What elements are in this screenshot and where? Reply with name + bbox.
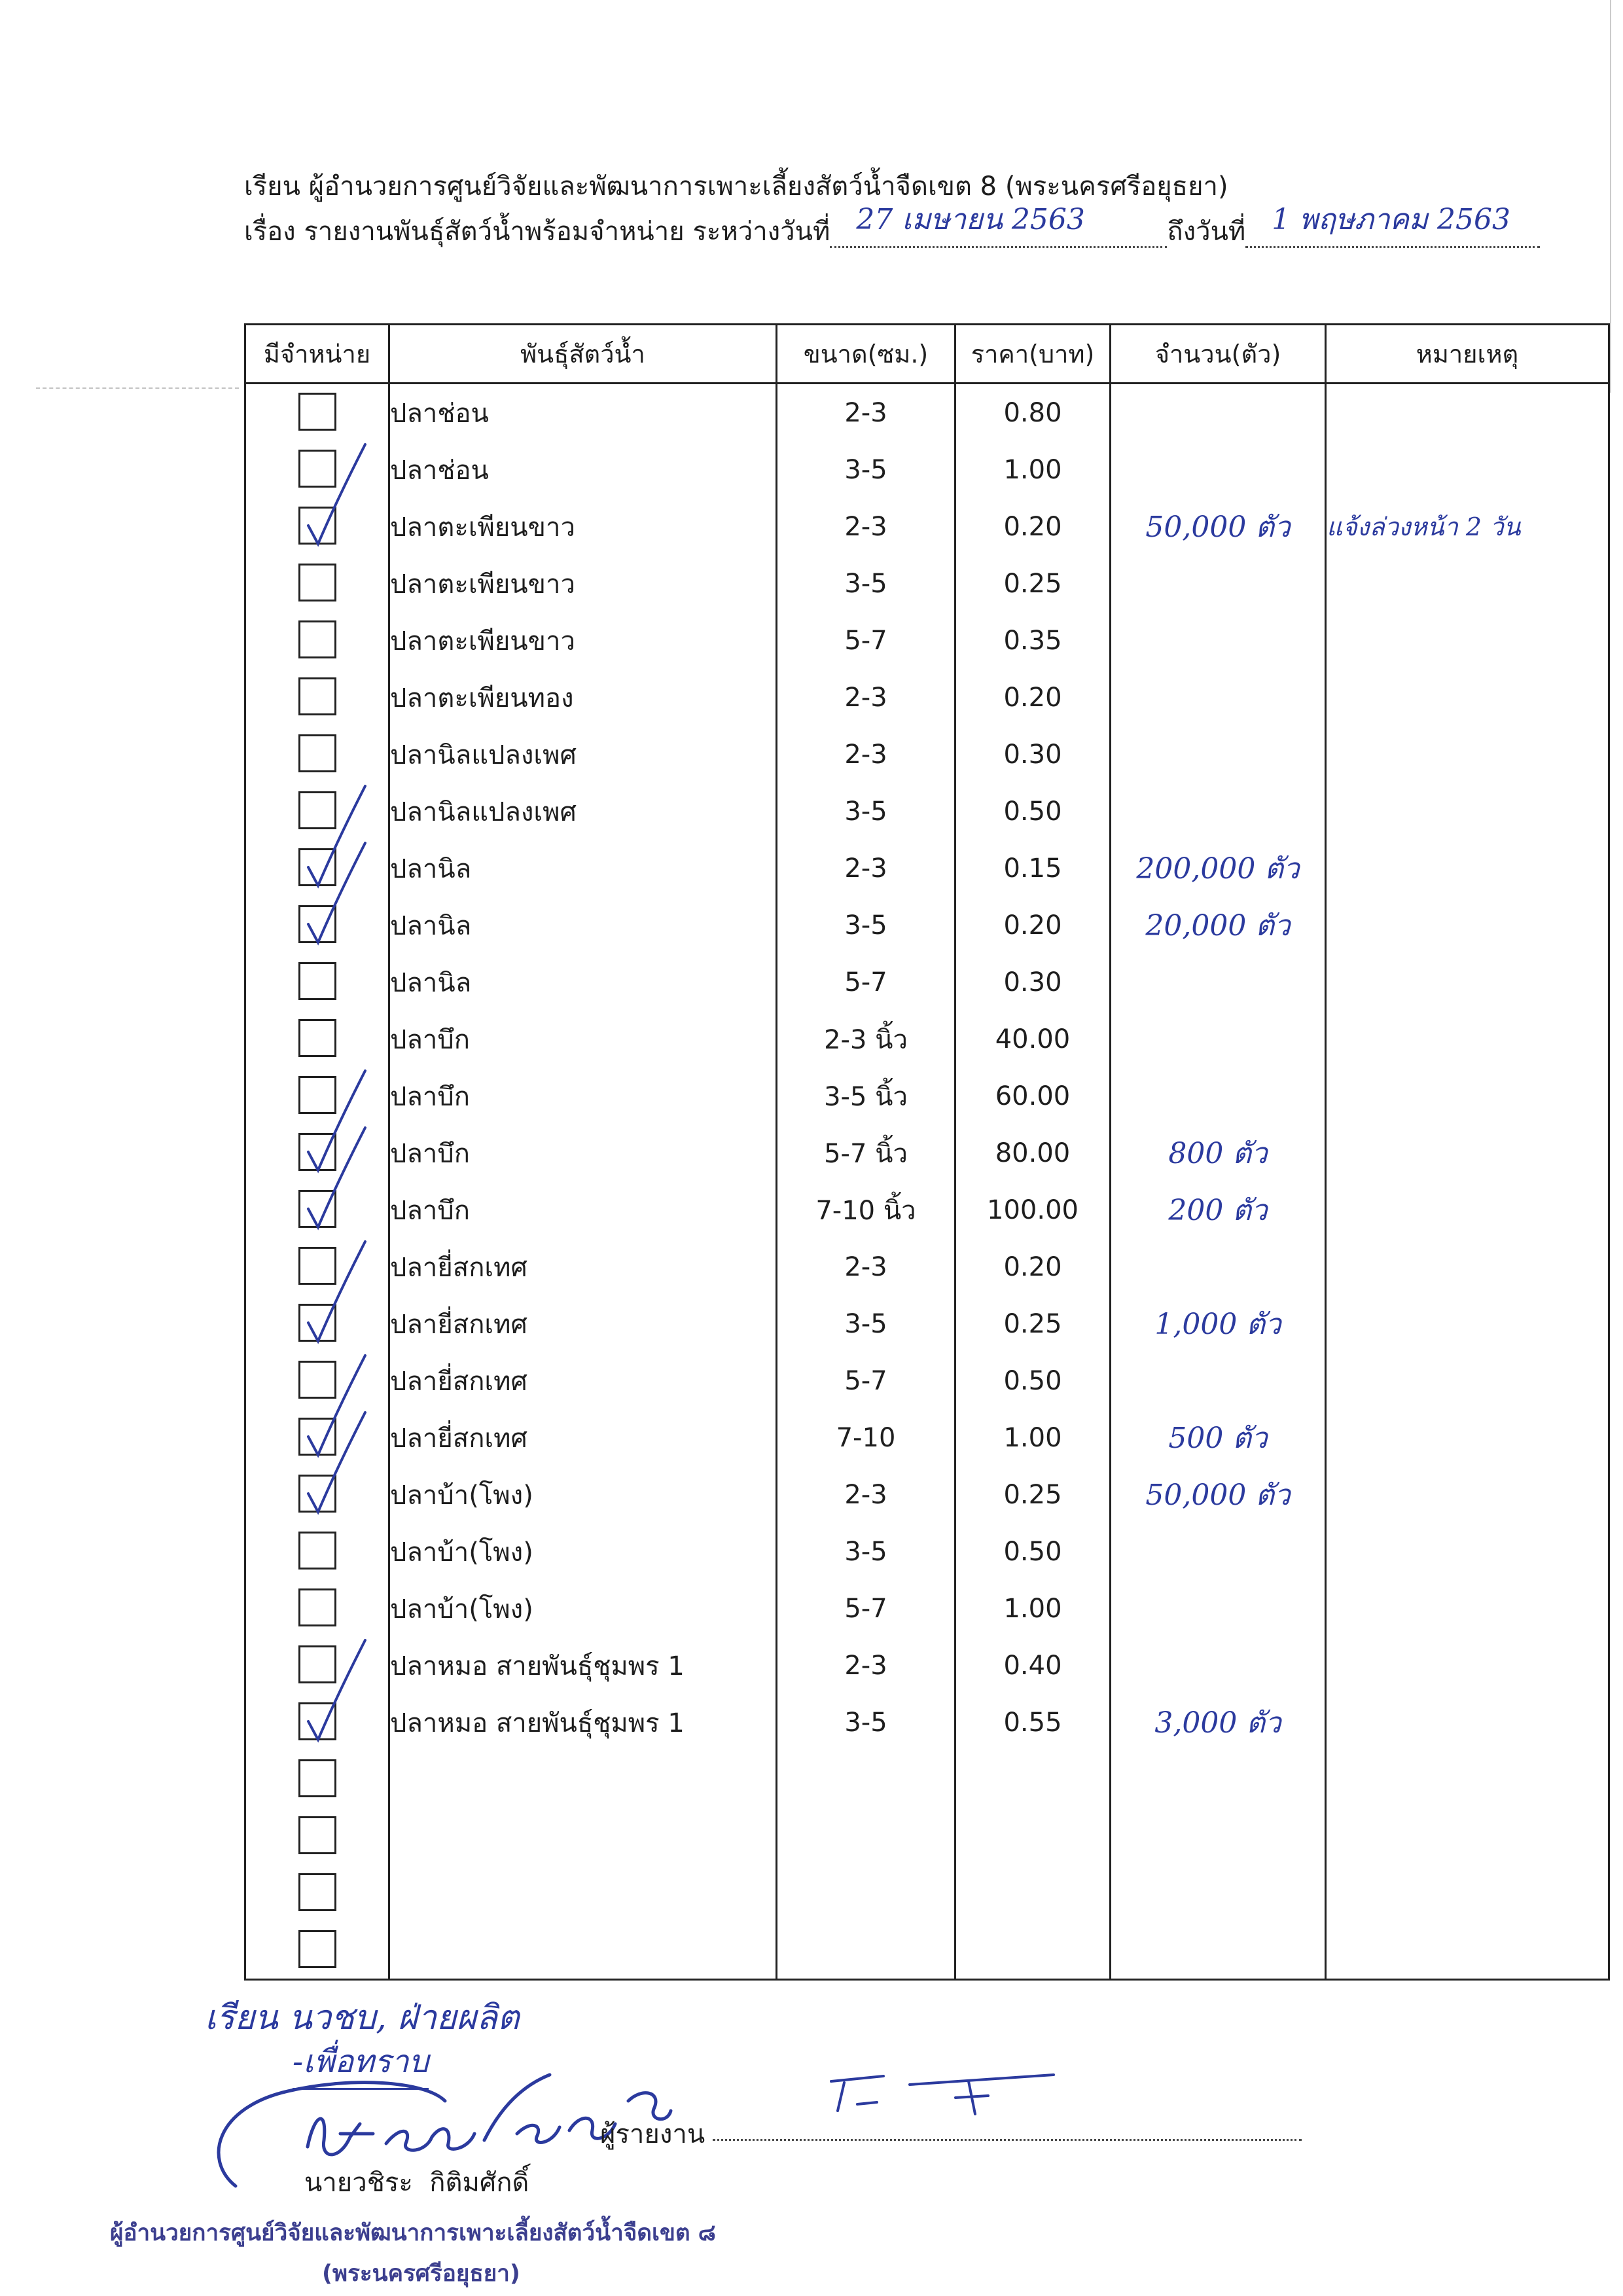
- species-cell: ปลานิลแปลงเพศ: [389, 783, 777, 840]
- availability-checkbox[interactable]: [298, 1019, 336, 1057]
- price-cell: 100.00: [955, 1181, 1111, 1238]
- species-cell: ปลายี่สกเทศ: [389, 1295, 777, 1352]
- availability-checkbox-checked[interactable]: [298, 1304, 336, 1342]
- quantity-cell: [1111, 1751, 1326, 1808]
- species-cell: ปลาตะเพียนขาว: [389, 555, 777, 612]
- size-cell: 5-7: [777, 1580, 955, 1637]
- species-cell: ปลาหมอ สายพันธุ์ชุมพร 1: [389, 1694, 777, 1751]
- availability-cell: [245, 384, 389, 442]
- quantity-cell: [1111, 1238, 1326, 1295]
- availability-checkbox[interactable]: [298, 1759, 336, 1797]
- quantity-cell: [1111, 1523, 1326, 1580]
- availability-cell: [245, 1067, 389, 1124]
- price-cell: 0.50: [955, 783, 1111, 840]
- price-cell: 0.40: [955, 1637, 1111, 1694]
- price-cell: 0.55: [955, 1694, 1111, 1751]
- availability-checkbox-checked[interactable]: [298, 1418, 336, 1456]
- quantity-handwritten: 800 ตัว: [1168, 1136, 1268, 1170]
- reporter-label: ผู้รายงาน: [600, 2119, 705, 2149]
- availability-checkbox[interactable]: [298, 1076, 336, 1114]
- remark-cell: [1326, 441, 1609, 498]
- price-cell: 80.00: [955, 1124, 1111, 1181]
- availability-cell: [245, 783, 389, 840]
- availability-checkbox[interactable]: [298, 1247, 336, 1285]
- remark-cell: [1326, 1808, 1609, 1865]
- availability-checkbox[interactable]: [298, 393, 336, 431]
- size-cell: 5-7 นิ้ว: [777, 1124, 955, 1181]
- quantity-handwritten: 200,000 ตัว: [1136, 852, 1300, 886]
- to-date-field: [1245, 203, 1540, 248]
- price-cell: 0.30: [955, 954, 1111, 1011]
- from-date-handwritten: 27 เมษายน 2563: [856, 203, 1085, 236]
- size-cell: 3-5: [777, 897, 955, 954]
- species-cell: ปลายี่สกเทศ: [389, 1352, 777, 1409]
- availability-checkbox[interactable]: [298, 564, 336, 601]
- remark-cell: [1326, 1067, 1609, 1124]
- species-cell: ปลานิล: [389, 897, 777, 954]
- quantity-cell: [1111, 1181, 1326, 1238]
- reporter-signature: [825, 2068, 1060, 2121]
- species-cell: ปลาบึก: [389, 1124, 777, 1181]
- availability-cell: [245, 498, 389, 555]
- quantity-handwritten: 20,000 ตัว: [1145, 908, 1291, 942]
- availability-cell: [245, 612, 389, 669]
- availability-checkbox[interactable]: [298, 450, 336, 488]
- price-cell: 0.25: [955, 555, 1111, 612]
- table-row: [245, 954, 1609, 1011]
- size-cell: 3-5 นิ้ว: [777, 1067, 955, 1124]
- size-cell: [777, 1751, 955, 1808]
- quantity-cell: [1111, 1466, 1326, 1523]
- quantity-handwritten: 200 ตัว: [1168, 1193, 1268, 1227]
- table-row: [245, 1694, 1609, 1751]
- size-cell: [777, 1922, 955, 1980]
- remark-cell: [1326, 1580, 1609, 1637]
- price-cell: 0.30: [955, 726, 1111, 783]
- species-cell: ปลาบ้า(โพง): [389, 1466, 777, 1523]
- size-cell: 2-3: [777, 726, 955, 783]
- size-cell: 3-5: [777, 1523, 955, 1580]
- availability-cell: [245, 1808, 389, 1865]
- quantity-cell: [1111, 1409, 1326, 1466]
- availability-cell: [245, 1694, 389, 1751]
- price-cell: 0.15: [955, 840, 1111, 897]
- price-cell: 0.80: [955, 384, 1111, 442]
- species-cell: ปลาช่อน: [389, 441, 777, 498]
- species-cell: ปลานิล: [389, 954, 777, 1011]
- remark-cell: [1326, 1238, 1609, 1295]
- fish-stock-table: [244, 323, 1610, 1981]
- availability-cell: [245, 1523, 389, 1580]
- price-cell: 1.00: [955, 1409, 1111, 1466]
- size-cell: 2-3 นิ้ว: [777, 1011, 955, 1067]
- availability-cell: [245, 897, 389, 954]
- table-row: [245, 1067, 1609, 1124]
- table-row: [245, 1352, 1609, 1409]
- availability-checkbox-checked[interactable]: [298, 1702, 336, 1740]
- price-cell: 1.00: [955, 1580, 1111, 1637]
- availability-cell: [245, 1637, 389, 1694]
- size-cell: 2-3: [777, 1238, 955, 1295]
- price-cell: 0.20: [955, 669, 1111, 726]
- size-cell: 2-3: [777, 840, 955, 897]
- quantity-cell: [1111, 897, 1326, 954]
- table-row: [245, 1922, 1609, 1980]
- remark-cell: [1326, 1352, 1609, 1409]
- quantity-handwritten: 50,000 ตัว: [1145, 1478, 1291, 1512]
- size-cell: 7-10: [777, 1409, 955, 1466]
- official-stamp-line1: ผู้อำนวยการศูนย์วิจัยและพัฒนาการเพาะเลี้ยงสัตว์น้ำจืดเขต ๘: [110, 2220, 716, 2246]
- quantity-cell: [1111, 669, 1326, 726]
- size-cell: 2-3: [777, 498, 955, 555]
- price-cell: 1.00: [955, 441, 1111, 498]
- availability-checkbox-checked[interactable]: [298, 507, 336, 545]
- subject-line: [244, 203, 1540, 252]
- table-row: [245, 1011, 1609, 1067]
- from-date-field: [830, 203, 1167, 248]
- scan-artifact-line: [36, 387, 239, 389]
- size-cell: 7-10 นิ้ว: [777, 1181, 955, 1238]
- handwritten-note-line2: -เพื่อทราบ: [293, 2037, 429, 2090]
- size-cell: 3-5: [777, 783, 955, 840]
- quantity-cell: [1111, 1694, 1326, 1751]
- table-row: [245, 1181, 1609, 1238]
- quantity-cell: [1111, 498, 1326, 555]
- quantity-handwritten: 1,000 ตัว: [1154, 1307, 1281, 1341]
- table-row: [245, 1523, 1609, 1580]
- price-cell: 0.20: [955, 498, 1111, 555]
- table-row: [245, 1124, 1609, 1181]
- size-cell: 3-5: [777, 555, 955, 612]
- availability-cell: [245, 1865, 389, 1922]
- availability-cell: [245, 1011, 389, 1067]
- availability-cell: [245, 1124, 389, 1181]
- to-date-handwritten: 1 พฤษภาคม 2563: [1272, 203, 1511, 236]
- remark-cell: [1326, 1295, 1609, 1352]
- price-cell: 0.20: [955, 897, 1111, 954]
- table-row: [245, 1238, 1609, 1295]
- remark-cell: [1326, 1694, 1609, 1751]
- quantity-handwritten: 3,000 ตัว: [1154, 1706, 1281, 1740]
- size-cell: 3-5: [777, 1694, 955, 1751]
- availability-checkbox-checked[interactable]: [298, 848, 336, 886]
- remark-cell: [1326, 897, 1609, 954]
- price-cell: [955, 1922, 1111, 1980]
- quantity-cell: [1111, 441, 1326, 498]
- species-cell: ปลาบึก: [389, 1011, 777, 1067]
- table-row: [245, 783, 1609, 840]
- availability-checkbox-checked[interactable]: [298, 1190, 336, 1228]
- price-cell: [955, 1865, 1111, 1922]
- table-row: [245, 897, 1609, 954]
- price-cell: [955, 1751, 1111, 1808]
- availability-checkbox[interactable]: [298, 1361, 336, 1399]
- scan-edge-line: [1610, 0, 1611, 393]
- size-cell: 5-7: [777, 612, 955, 669]
- table-row: [245, 1580, 1609, 1637]
- price-cell: [955, 1808, 1111, 1865]
- table-body: [245, 384, 1609, 1980]
- availability-checkbox[interactable]: [298, 1930, 336, 1968]
- table-row: [245, 726, 1609, 783]
- size-cell: [777, 1808, 955, 1865]
- availability-cell: [245, 1181, 389, 1238]
- availability-cell: [245, 555, 389, 612]
- table-row: [245, 612, 1609, 669]
- remark-cell: [1326, 555, 1609, 612]
- availability-cell: [245, 1580, 389, 1637]
- quantity-cell: [1111, 384, 1326, 442]
- price-cell: 0.25: [955, 1466, 1111, 1523]
- quantity-handwritten: 50,000 ตัว: [1145, 510, 1291, 544]
- species-cell: ปลายี่สกเทศ: [389, 1409, 777, 1466]
- quantity-cell: [1111, 1922, 1326, 1980]
- quantity-cell: [1111, 840, 1326, 897]
- quantity-cell: [1111, 1011, 1326, 1067]
- quantity-cell: [1111, 1865, 1326, 1922]
- remark-cell: [1326, 1523, 1609, 1580]
- availability-checkbox-checked[interactable]: [298, 1133, 336, 1171]
- reporter-signature-line: [713, 2139, 1302, 2141]
- remark-cell: [1326, 1637, 1609, 1694]
- price-cell: 0.35: [955, 612, 1111, 669]
- availability-cell: [245, 1409, 389, 1466]
- availability-cell: [245, 954, 389, 1011]
- table-row: [245, 840, 1609, 897]
- availability-cell: [245, 726, 389, 783]
- availability-cell: [245, 441, 389, 498]
- quantity-cell: [1111, 555, 1326, 612]
- quantity-cell: [1111, 1295, 1326, 1352]
- species-cell: ปลานิล: [389, 840, 777, 897]
- quantity-cell: [1111, 1124, 1326, 1181]
- table-row: [245, 1637, 1609, 1694]
- column-header-quantity: จำนวน(ตัว): [1111, 325, 1326, 384]
- availability-cell: [245, 669, 389, 726]
- price-cell: 0.50: [955, 1352, 1111, 1409]
- table-row: [245, 1865, 1609, 1922]
- species-cell: ปลาตะเพียนขาว: [389, 498, 777, 555]
- availability-checkbox[interactable]: [298, 962, 336, 1000]
- species-cell: [389, 1865, 777, 1922]
- availability-checkbox[interactable]: [298, 1645, 336, 1683]
- availability-checkbox[interactable]: [298, 1873, 336, 1911]
- availability-checkbox[interactable]: [298, 791, 336, 829]
- availability-checkbox-checked[interactable]: [298, 905, 336, 943]
- size-cell: 2-3: [777, 1637, 955, 1694]
- price-cell: 40.00: [955, 1011, 1111, 1067]
- quantity-cell: [1111, 1067, 1326, 1124]
- quantity-cell: [1111, 783, 1326, 840]
- size-cell: 5-7: [777, 954, 955, 1011]
- availability-checkbox[interactable]: [298, 1816, 336, 1854]
- availability-checkbox[interactable]: [298, 677, 336, 715]
- remark-cell: [1326, 1181, 1609, 1238]
- species-cell: [389, 1751, 777, 1808]
- species-cell: ปลาบ้า(โพง): [389, 1523, 777, 1580]
- remark-cell: [1326, 1751, 1609, 1808]
- species-cell: ปลาบึก: [389, 1181, 777, 1238]
- table-row: [245, 384, 1609, 442]
- species-cell: ปลาช่อน: [389, 384, 777, 442]
- species-cell: ปลาบึก: [389, 1067, 777, 1124]
- quantity-cell: [1111, 1808, 1326, 1865]
- remark-cell: [1326, 726, 1609, 783]
- size-cell: 3-5: [777, 441, 955, 498]
- table-row: [245, 1808, 1609, 1865]
- column-header-species: พันธุ์สัตว์น้ำ: [389, 325, 777, 384]
- remark-cell: [1326, 384, 1609, 442]
- quantity-cell: [1111, 954, 1326, 1011]
- remark-cell: [1326, 1922, 1609, 1980]
- availability-checkbox[interactable]: [298, 734, 336, 772]
- price-cell: 60.00: [955, 1067, 1111, 1124]
- table-row: [245, 498, 1609, 555]
- size-cell: 2-3: [777, 669, 955, 726]
- table-header-row: [245, 325, 1609, 384]
- quantity-cell: [1111, 726, 1326, 783]
- availability-cell: [245, 1295, 389, 1352]
- table-row: [245, 669, 1609, 726]
- table-row: [245, 555, 1609, 612]
- price-cell: 0.50: [955, 1523, 1111, 1580]
- table-row: [245, 1409, 1609, 1466]
- species-cell: ปลาบ้า(โพง): [389, 1580, 777, 1637]
- size-cell: 2-3: [777, 384, 955, 442]
- table-row: [245, 1466, 1609, 1523]
- availability-checkbox[interactable]: [298, 1532, 336, 1570]
- species-cell: [389, 1922, 777, 1980]
- species-cell: [389, 1808, 777, 1865]
- availability-cell: [245, 1238, 389, 1295]
- to-date-label: ถึงวันที่: [1167, 217, 1246, 247]
- remark-cell: [1326, 1124, 1609, 1181]
- remark-handwritten: แจ้งล่วงหน้า 2 วัน: [1327, 512, 1521, 541]
- availability-cell: [245, 1466, 389, 1523]
- quantity-cell: [1111, 612, 1326, 669]
- availability-checkbox[interactable]: [298, 1588, 336, 1626]
- quantity-cell: [1111, 1580, 1326, 1637]
- remark-cell: [1326, 1409, 1609, 1466]
- price-cell: 0.25: [955, 1295, 1111, 1352]
- remark-cell: [1326, 1466, 1609, 1523]
- species-cell: ปลาตะเพียนทอง: [389, 669, 777, 726]
- column-header-remark: หมายเหตุ: [1326, 325, 1609, 384]
- species-cell: ปลานิลแปลงเพศ: [389, 726, 777, 783]
- column-header-available: มีจำหน่าย: [245, 325, 389, 384]
- remark-cell: [1326, 1865, 1609, 1922]
- remark-cell: [1326, 612, 1609, 669]
- quantity-handwritten: 500 ตัว: [1168, 1421, 1268, 1455]
- reporter-name: นายวชิระ กิติมศักดิ์: [304, 2168, 529, 2198]
- column-header-size: ขนาด(ซม.): [777, 325, 955, 384]
- size-cell: 2-3: [777, 1466, 955, 1523]
- remark-cell: [1326, 1011, 1609, 1067]
- official-stamp-line2: (พระนครศรีอยุธยา): [322, 2261, 520, 2287]
- remark-cell: [1326, 840, 1609, 897]
- subject-text: เรื่อง รายงานพันธุ์สัตว์น้ำพร้อมจำหน่าย ระหว่างวันที่: [244, 217, 830, 247]
- table-row: [245, 1295, 1609, 1352]
- availability-cell: [245, 840, 389, 897]
- quantity-cell: [1111, 1637, 1326, 1694]
- availability-checkbox-checked[interactable]: [298, 1475, 336, 1513]
- quantity-cell: [1111, 1352, 1326, 1409]
- remark-cell: [1326, 783, 1609, 840]
- availability-cell: [245, 1751, 389, 1808]
- table-row: [245, 1751, 1609, 1808]
- remark-cell: [1326, 954, 1609, 1011]
- remark-cell: [1326, 669, 1609, 726]
- species-cell: ปลายี่สกเทศ: [389, 1238, 777, 1295]
- species-cell: ปลาหมอ สายพันธุ์ชุมพร 1: [389, 1637, 777, 1694]
- availability-checkbox[interactable]: [298, 620, 336, 658]
- handwritten-note-line1: เรียน นวชบ, ฝ่ายผลิต: [205, 1998, 520, 2037]
- price-cell: 0.20: [955, 1238, 1111, 1295]
- column-header-price: ราคา(บาท): [955, 325, 1111, 384]
- table-row: [245, 441, 1609, 498]
- size-cell: 3-5: [777, 1295, 955, 1352]
- availability-cell: [245, 1352, 389, 1409]
- availability-cell: [245, 1922, 389, 1980]
- size-cell: 5-7: [777, 1352, 955, 1409]
- remark-cell: [1326, 498, 1609, 555]
- species-cell: ปลาตะเพียนขาว: [389, 612, 777, 669]
- size-cell: [777, 1865, 955, 1922]
- addressee-line: เรียน ผู้อำนวยการศูนย์วิจัยและพัฒนาการเพาะเลี้ยงสัตว์น้ำจืดเขต 8 (พระนครศรีอยุธยา): [244, 171, 1228, 202]
